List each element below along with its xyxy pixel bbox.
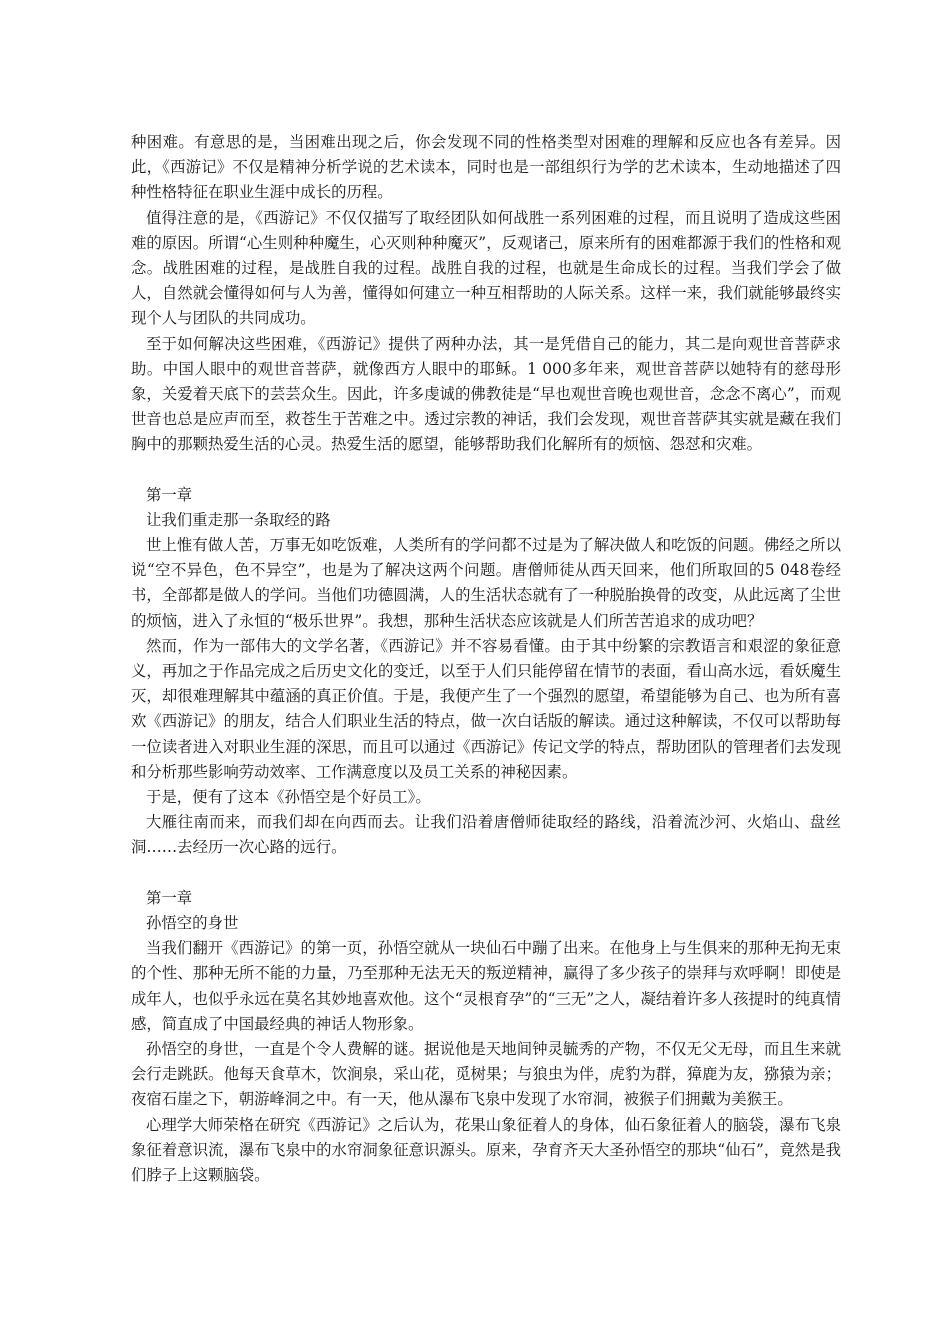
section-1-chapter-label: 第一章 — [146, 485, 193, 504]
section-1-paragraph-1: 世上惟有做人苦，万事无如吃饭难，人类所有的学问都不过是为了解决做人和吃饭的问题。佛经之所以说“空不异色，色不异空”，也是为了解决这两个问题。唐僧师徒从西天回来，他们所取回的5 048卷经书，全部都是做人的学问。当他们功德圆满，人的生活状态就有了一种脱胎换骨的改变，从此远离了尘世的烦恼，进入了永恒的“极乐世界”。我想，那种生活状态应该就是人们所苦苦追求的成功吧？ — [131, 536, 841, 630]
section-1-paragraph-4: 大雁往南而来，而我们却在向西而去。让我们沿着唐僧师徒取经的路线，沿着流沙河、火焰山、盘丝洞……去经历一次心路的远行。 — [131, 813, 841, 857]
section-1-title: 让我们重走那一条取经的路 — [146, 510, 331, 529]
section-2-paragraph-2: 孙悟空的身世，一直是个令人费解的谜。据说他是天地间钟灵毓秀的产物，不仅无父无母，而且生来就会行走跳跃。他每天食草木，饮涧泉，采山花，觅树果；与狼虫为伴，虎豹为群，獐鹿为友，猕猿为亲；夜宿石崖之下，朝游峰洞之中。有一天，他从瀑布飞泉中发现了水帘洞，被猴子们拥戴为美猴王。 — [131, 1039, 841, 1109]
section-1-paragraph-3: 于是，便有了这本《孙悟空是个好员工》。 — [146, 788, 431, 807]
intro-paragraph-3: 至于如何解决这些困难，《西游记》提供了两种办法，其一是凭借自己的能力，其二是向观世音菩萨求助。中国人眼中的观世音菩萨，就像西方人眼中的耶稣。1 000多年来，观世音菩萨以她特有的慈母形象，关爱着天底下的芸芸众生。因此，许多虔诚的佛教徒是“早也观世音晚也观世音，念念不离心”，而观世音也总是应声而至，救苍生于苦难之中。透过宗教的神话，我们会发现，观世音菩萨其实就是藏在我们胸中的那颗热爱生活的心灵。热爱生活的愿望，能够帮助我们化解所有的烦恼、怨怼和灾难。 — [131, 334, 841, 454]
section-1-paragraph-2: 然而，作为一部伟大的文学名著，《西游记》并不容易看懂。由于其中纷繁的宗教语言和艰涩的象征意义，再加之于作品完成之后历史文化的变迁，以至于人们只能停留在情节的表面，看山高水远，看妖魔生灭，却很难理解其中蕴涵的真正价值。于是，我便产生了一个强烈的愿望，希望能够为自己、也为所有喜欢《西游记》的朋友，结合人们职业生活的特点，做一次白话版的解读。通过这种解读，不仅可以帮助每一位读者进入对职业生涯的深思，而且可以通过《西游记》传记文学的特点，帮助团队的管理者们去发现和分析那些影响劳动效率、工作满意度以及员工关系的神秘因素。 — [131, 636, 841, 781]
document-page — [131, 130, 841, 1188]
section-spacer — [131, 861, 841, 886]
intro-paragraph-2: 值得注意的是，《西游记》不仅仅描写了取经团队如何战胜一系列困难的过程，而且说明了造成这些困难的原因。所谓“心生则种种魔生，心灭则种种魔灭”，反观诸己，原来所有的困难都源于我们的性格和观念。战胜困难的过程，是战胜自我的过程。战胜自我的过程，也就是生命成长的过程。当我们学会了做人，自然就会懂得如何与人为善，懂得如何建立一种互相帮助的人际关系。这样一来，我们就能够最终实现个人与团队的共同成功。 — [131, 208, 841, 328]
section-2-paragraph-3: 心理学大师荣格在研究《西游记》之后认为，花果山象征着人的身体，仙石象征着人的脑袋，瀑布飞泉象征着意识流，瀑布飞泉中的水帘洞象征意识源头。原来，孕育齐天大圣孙悟空的那块“仙石”，竟然是我们脖子上这颗脑袋。 — [131, 1115, 841, 1184]
intro-paragraph-1: 种困难。有意思的是，当困难出现之后，你会发现不同的性格类型对困难的理解和反应也各有差异。因此，《西游记》不仅是精神分析学说的艺术读本，同时也是一部组织行为学的艺术读本，生动地描述了四种性格特征在职业生涯中成长的历程。 — [131, 133, 841, 202]
section-2-title: 孙悟空的身世 — [146, 913, 239, 932]
section-2-chapter-label: 第一章 — [146, 888, 193, 907]
section-2-paragraph-1: 当我们翻开《西游记》的第一页，孙悟空就从一块仙石中蹦了出来。在他身上与生俱来的那种无拘无束的个性、那种无所不能的力量，乃至那种无法无天的叛逆精神，赢得了多少孩子的崇拜与欢呼啊！即使是成年人，也似乎永远在莫名其妙地喜欢他。这个“灵根育孕”的“三无”之人，凝结着许多人孩提时的纯真情感，简直成了中国最经典的神话人物形象。 — [131, 939, 841, 1033]
section-spacer — [131, 458, 841, 483]
